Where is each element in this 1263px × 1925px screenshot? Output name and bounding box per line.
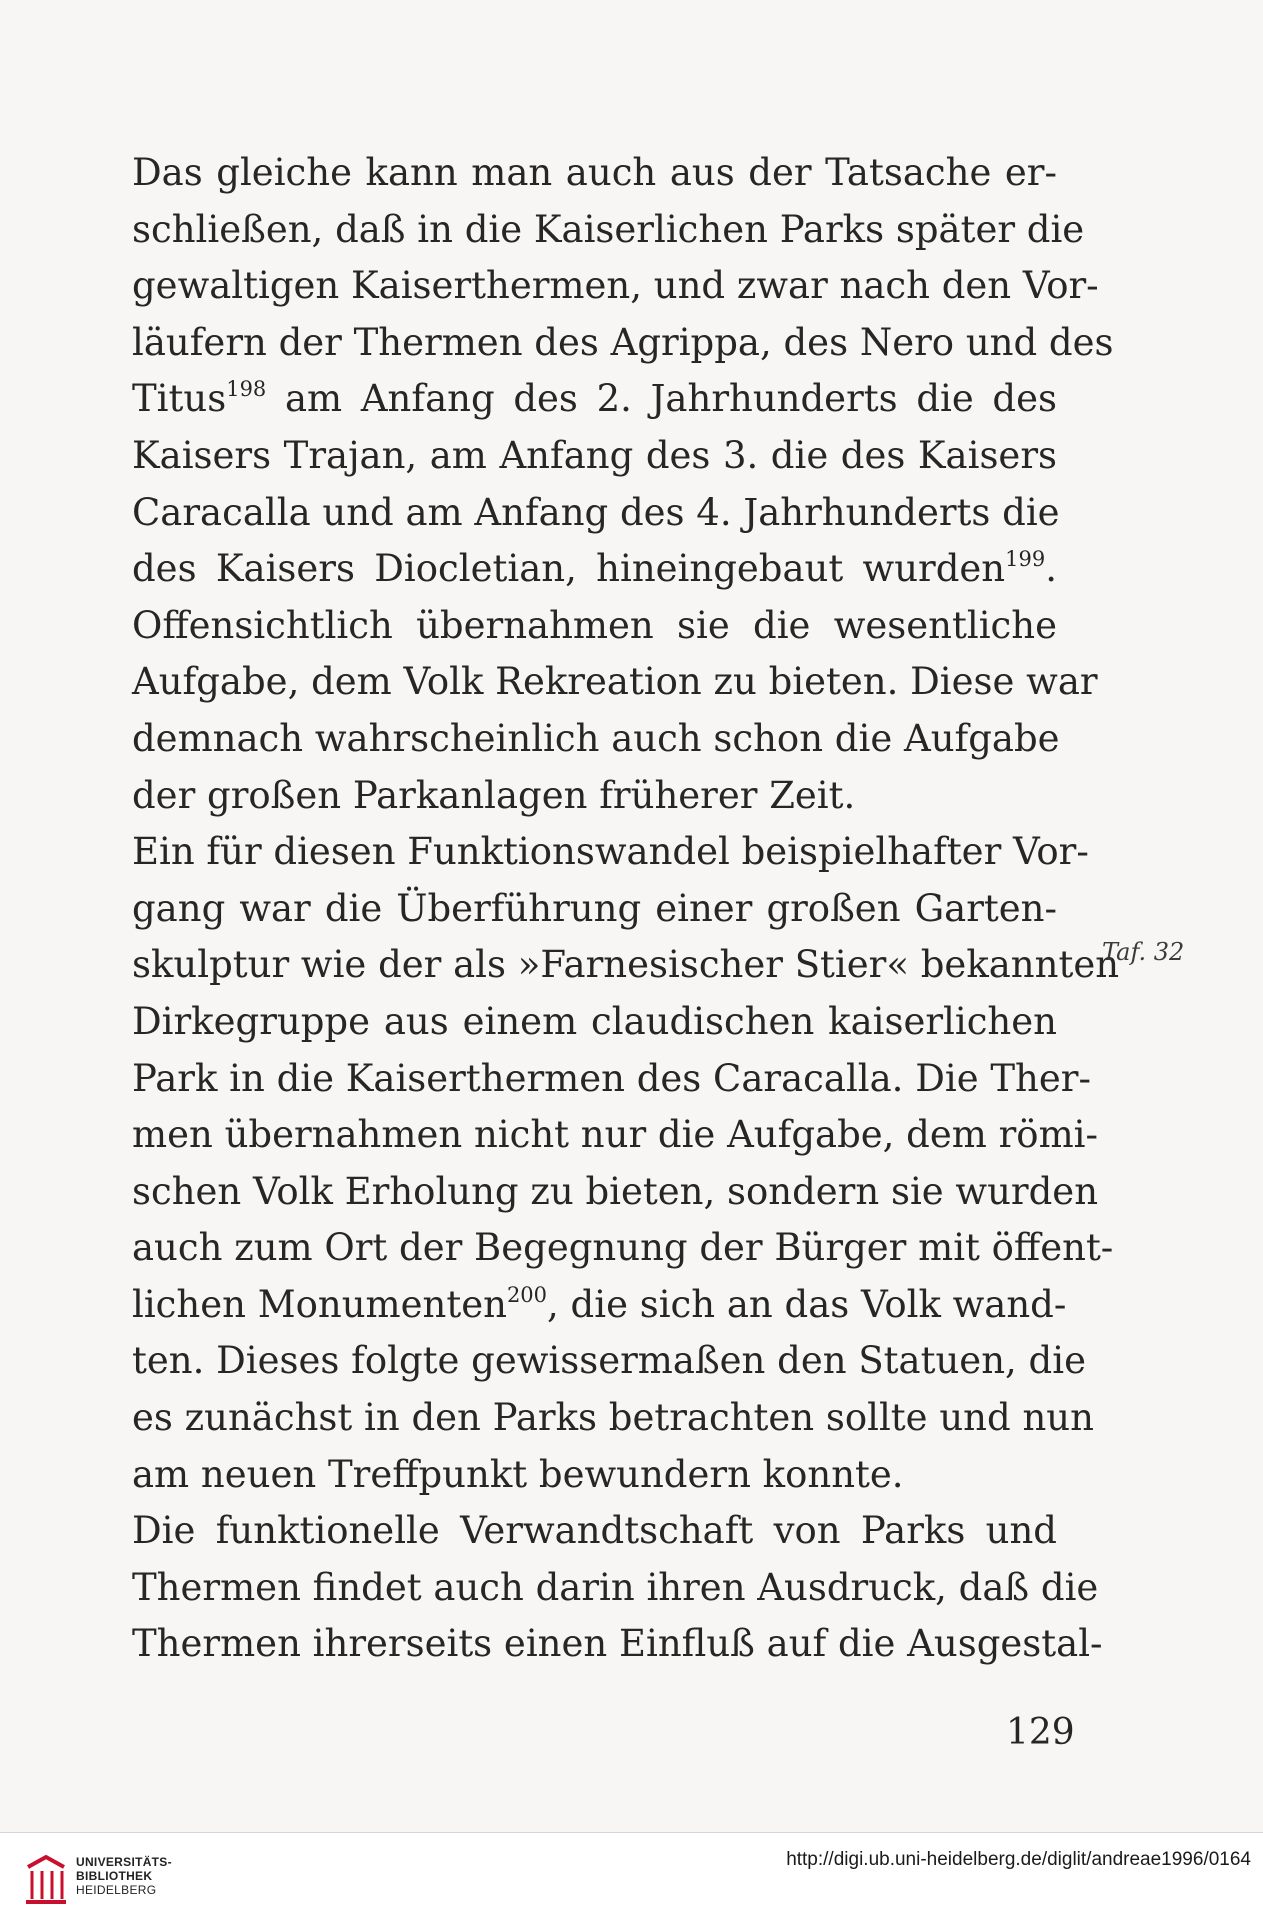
text-line: demnach wahrscheinlich auch schon die Aufgabe bbox=[132, 716, 1060, 760]
text-line: Thermen findet auch darin ihren Ausdruck, daß die bbox=[132, 1565, 1099, 1609]
text-line: Offensichtlich übernahmen sie die wesentliche bbox=[132, 603, 1057, 647]
text-line: skulptur wie der als »Farnesischer Stier« bekannten bbox=[132, 943, 1120, 987]
text-line: Kaisers Trajan, am Anfang des 3. die des Kaisers bbox=[132, 433, 1057, 477]
text-line: schen Volk Erholung zu bieten, sondern sie wurden bbox=[132, 1169, 1099, 1213]
text-line: Ein für diesen Funktionswandel beispielhafter Vor- bbox=[132, 830, 1089, 874]
text-line: Thermen ihrerseits einen Einfluß auf die Ausgestal- bbox=[132, 1622, 1103, 1666]
text-line: Park in die Kaiserthermen des Caracalla. Die Ther- bbox=[132, 1056, 1091, 1100]
text-line: es zunächst in den Parks betrachten sollte und nun bbox=[132, 1396, 1094, 1440]
text-line: Caracalla und am Anfang des 4. Jahrhunderts die bbox=[132, 490, 1060, 534]
text-line: Die funktionelle Verwandtschaft von Parks und bbox=[132, 1509, 1057, 1553]
text-line: des Kaisers Diocletian, hineingebaut wurden$^{199}$. bbox=[132, 547, 1057, 591]
text-line: schließen, daß in die Kaiserlichen Parks später die bbox=[132, 207, 1085, 251]
body-text bbox=[132, 145, 1120, 1673]
library-footer bbox=[0, 1832, 1263, 1925]
source-url-link[interactable]: http://digi.ub.uni-heidelberg.de/diglit/andreae1996/0164 bbox=[786, 1849, 1251, 1870]
text-line: Das gleiche kann man auch aus der Tatsache er- bbox=[132, 151, 1057, 194]
text-line: gang war die Überführung einer großen Garten- bbox=[132, 886, 1057, 930]
plate-reference: Taf. 32 bbox=[1102, 938, 1185, 966]
page-number: 129 bbox=[1006, 1712, 1075, 1753]
text-line: läufern der Thermen des Agrippa, des Nero und des bbox=[132, 320, 1114, 364]
footnote-reference[interactable]: 198 bbox=[226, 377, 267, 402]
footnote-reference[interactable]: 200 bbox=[506, 1282, 548, 1307]
text-line: auch zum Ort der Begegnung der Bürger mit öffent- bbox=[132, 1226, 1114, 1270]
text-line: men übernahmen nicht nur die Aufgabe, dem römi- bbox=[132, 1113, 1098, 1157]
text-line: am neuen Treffpunkt bewundern konnte. bbox=[132, 1452, 904, 1496]
text-line: lichen Monumenten$^{200}$, die sich an das Volk wand- bbox=[132, 1282, 1067, 1326]
text-line: gewaltigen Kaiserthermen, und zwar nach den Vor- bbox=[132, 264, 1099, 308]
text-line: Aufgabe, dem Volk Rekreation zu bieten. Diese war bbox=[132, 660, 1098, 704]
text-line: Titus$^{198}$ am Anfang des 2. Jahrhunderts die des bbox=[132, 377, 1057, 421]
text-line: Dirkegruppe aus einem claudischen kaiserlichen bbox=[132, 999, 1057, 1043]
library-name-line-2: BIBLIOTHEK bbox=[76, 1869, 153, 1883]
library-name-line-3: HEIDELBERG bbox=[76, 1883, 157, 1897]
footnote-reference[interactable]: 199 bbox=[1005, 547, 1046, 572]
library-name bbox=[76, 1855, 172, 1897]
library-logo-icon bbox=[22, 1853, 70, 1905]
library-name-line-1: UNIVERSITÄTS- bbox=[76, 1855, 172, 1869]
text-line: der großen Parkanlagen früherer Zeit. bbox=[132, 773, 856, 817]
text-line: ten. Dieses folgte gewissermaßen den Statuen, die bbox=[132, 1339, 1086, 1383]
